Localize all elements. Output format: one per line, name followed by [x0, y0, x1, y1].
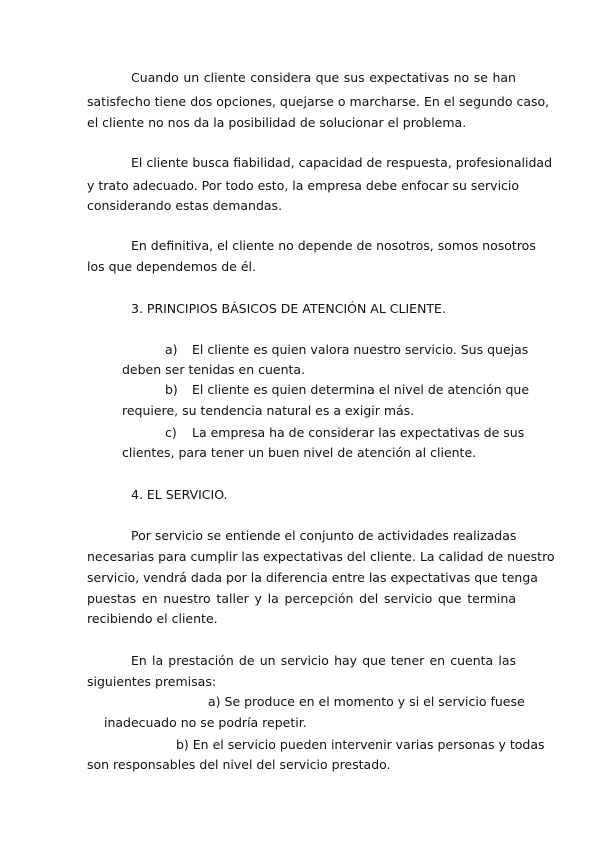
list-item-b-line-2: requiere, su tendencia natural es a exigir más. — [122, 403, 415, 418]
section-heading-4: 4. EL SERVICIO. — [131, 487, 228, 502]
list-marker-b: b) — [165, 382, 178, 397]
paragraph-2-line-3: considerando estas demandas. — [87, 198, 283, 213]
paragraph-2-line-2: y trato adecuado. Por todo esto, la empresa debe enfocar su servicio — [87, 178, 520, 193]
list-marker-a: a) — [165, 342, 178, 357]
paragraph-2-line-1: El cliente busca fiabilidad, capacidad de respuesta, profesionalidad — [131, 155, 553, 170]
paragraph-3-line-2: los que dependemos de él. — [87, 259, 256, 274]
section-heading-3: 3. PRINCIPIOS BÁSICOS DE ATENCIÓN AL CLIENTE. — [131, 301, 446, 316]
list-item-c-line-1: La empresa ha de considerar las expectativas de sus — [192, 425, 525, 440]
paragraph-4-line-1: Por servicio se entiende el conjunto de actividades realizadas — [131, 528, 517, 543]
list-marker-c: c) — [165, 425, 177, 440]
premisa-a-line-1: a) Se produce en el momento y si el servicio fuese — [208, 694, 525, 709]
paragraph-3-line-1: En definitiva, el cliente no depende de nosotros, somos nosotros — [131, 238, 536, 253]
paragraph-4-line-4: puestas en nuestro taller y la percepción del servicio que termina — [87, 591, 516, 606]
premisa-b-line-2: son responsables del nivel del servicio prestado. — [87, 757, 391, 772]
paragraph-4-line-3: servicio, vendrá dada por la diferencia entre las expectativas que tenga — [87, 570, 538, 585]
list-item-a-line-2: deben ser tenidas en cuenta. — [122, 362, 306, 377]
list-item-b-line-1: El cliente es quien determina el nivel de atención que — [192, 382, 530, 397]
paragraph-1-line-1: Cuando un cliente considera que sus expectativas no se han — [131, 70, 516, 85]
premisa-a-line-2: inadecuado no se podría repetir. — [104, 715, 307, 730]
paragraph-5-line-1: En la prestación de un servicio hay que tener en cuenta las — [131, 653, 516, 668]
paragraph-4-line-2: necesarias para cumplir las expectativas del cliente. La calidad de nuestro — [87, 549, 555, 564]
premisa-b-line-1: b) En el servicio pueden intervenir varias personas y todas — [176, 737, 545, 752]
paragraph-1-line-3: el cliente no nos da la posibilidad de solucionar el problema. — [87, 115, 467, 130]
list-item-a-line-1: El cliente es quien valora nuestro servicio. Sus quejas — [192, 342, 529, 357]
paragraph-4-line-5: recibiendo el cliente. — [87, 611, 218, 626]
list-item-c-line-2: clientes, para tener un buen nivel de atención al cliente. — [122, 445, 477, 460]
paragraph-5-line-2: siguientes premisas: — [87, 674, 217, 689]
paragraph-1-line-2: satisfecho tiene dos opciones, quejarse o marcharse. En el segundo caso, — [87, 94, 550, 109]
